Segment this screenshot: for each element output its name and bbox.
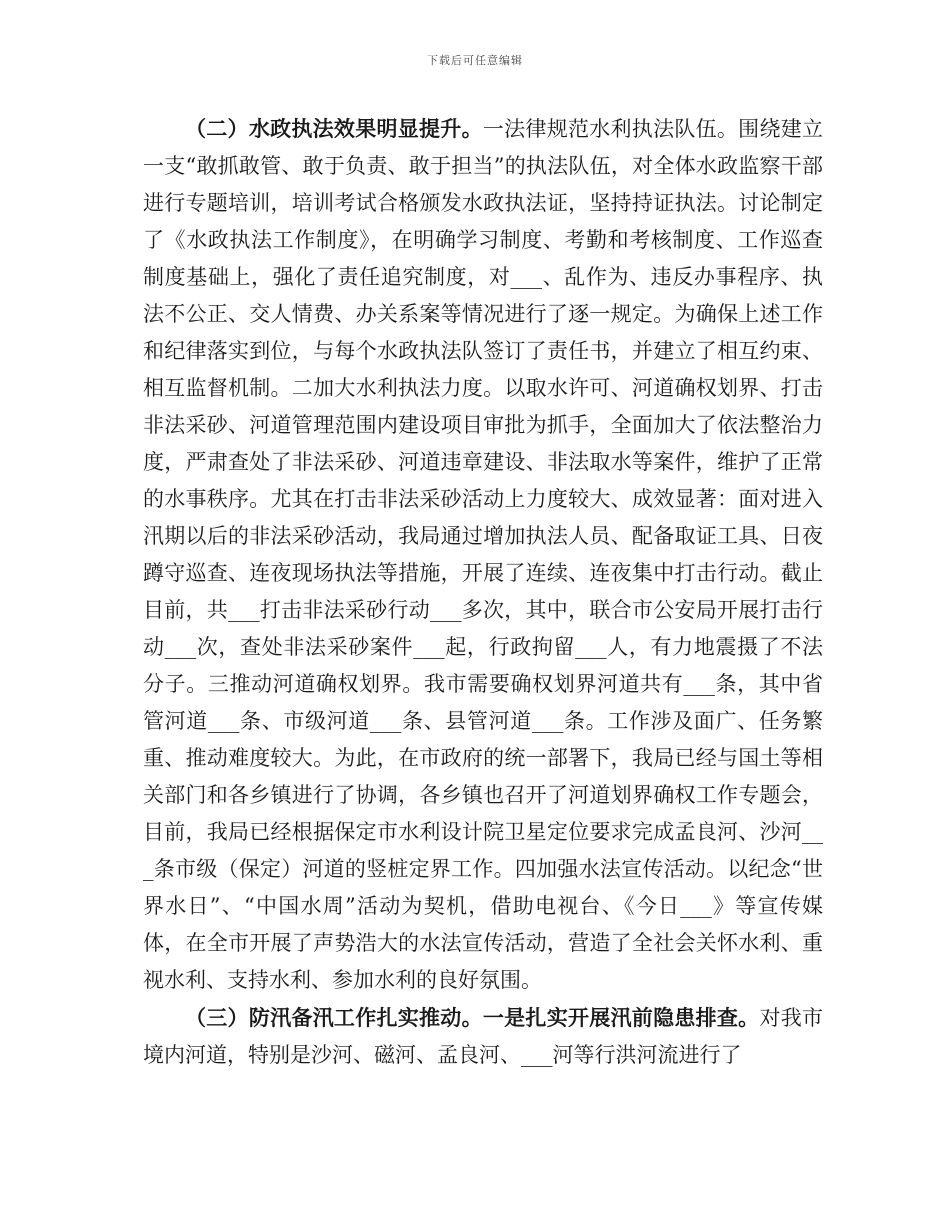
section-paragraph-2 [143, 110, 823, 999]
section-paragraph-3 [143, 999, 823, 1074]
page-header: 下载后可任意编辑 [427, 54, 523, 67]
document-body [143, 110, 823, 1074]
section-heading: （二）水政执法效果明显提升。 [185, 116, 483, 141]
section-heading: （三）防汛备汛工作扎实推动。一是扎实开展汛前隐患排查。 [185, 1005, 760, 1030]
section-body-text: 一法律规范水利执法队伍。围绕建立一支“敢抓敢管、敢于负责、敢于担当”的执法队伍，对全体水政监察干部进行专题培训，培训考试合格颁发水政执法证，坚持持证执法。讨论制定了《水政执法工作制度》，在明确学习制度、考勤和考核制度、工作巡查制度基础上，强化了责任追究制度，对___、乱作为、违反办事程序、执法不公正、交人情费、办关系案等情况进行了逐一规定。为确保上述工作和纪律落实到位，与每个水政执法队签订了责任书，并建立了相互约束、相互监督机制。二加大水利执法力度。以取水许可、河道确权划界、打击非法采砂、河道管理范围内建设项目审批为抓手，全面加大了依法整治力度，严肃查处了非法采砂、河道违章建设、非法取水等案件，维护了正常的水事秩序。尤其在打击非法采砂活动上力度较大、成效显著：面对进入汛期以后的非法采砂活动，我局通过增加执法人员、配备取证工具、日夜蹲守巡查、连夜现场执法等措施，开展了连续、连夜集中打击行动。截止目前，共___打击非法采砂行动___多次，其中，联合市公安局开展打击行动___次，查处非法采砂案件___起，行政拘留___人，有力地震摄了不法分子。三推动河道确权划界。我市需要确权划界河道共有___条，其中省管河道___条、市级河道___条、县管河道___条。工作涉及面广、任务繁重、推动难度较大。为此，在市政府的统一部署下，我局已经与国土等相关部门和各乡镇进行了协调，各乡镇也召开了河道划界确权工作专题会，目前，我局已经根据保定市水利设计院卫星定位要求完成孟良河、沙河___条市级（保定）河道的竖桩定界工作。四加强水法宣传活动。以纪念“世界水日”、“中国水周”活动为契机，借助电视台、《今日___》等宣传媒体，在全市开展了声势浩大的水法宣传活动，营造了全社会关怀水利、重视水利、支持水利、参加水利的良好氛围。 [143, 117, 824, 992]
section-body-text: 对我市境内河道，特别是沙河、磁河、孟良河、___河等行洪河流进行了 [143, 1006, 824, 1067]
